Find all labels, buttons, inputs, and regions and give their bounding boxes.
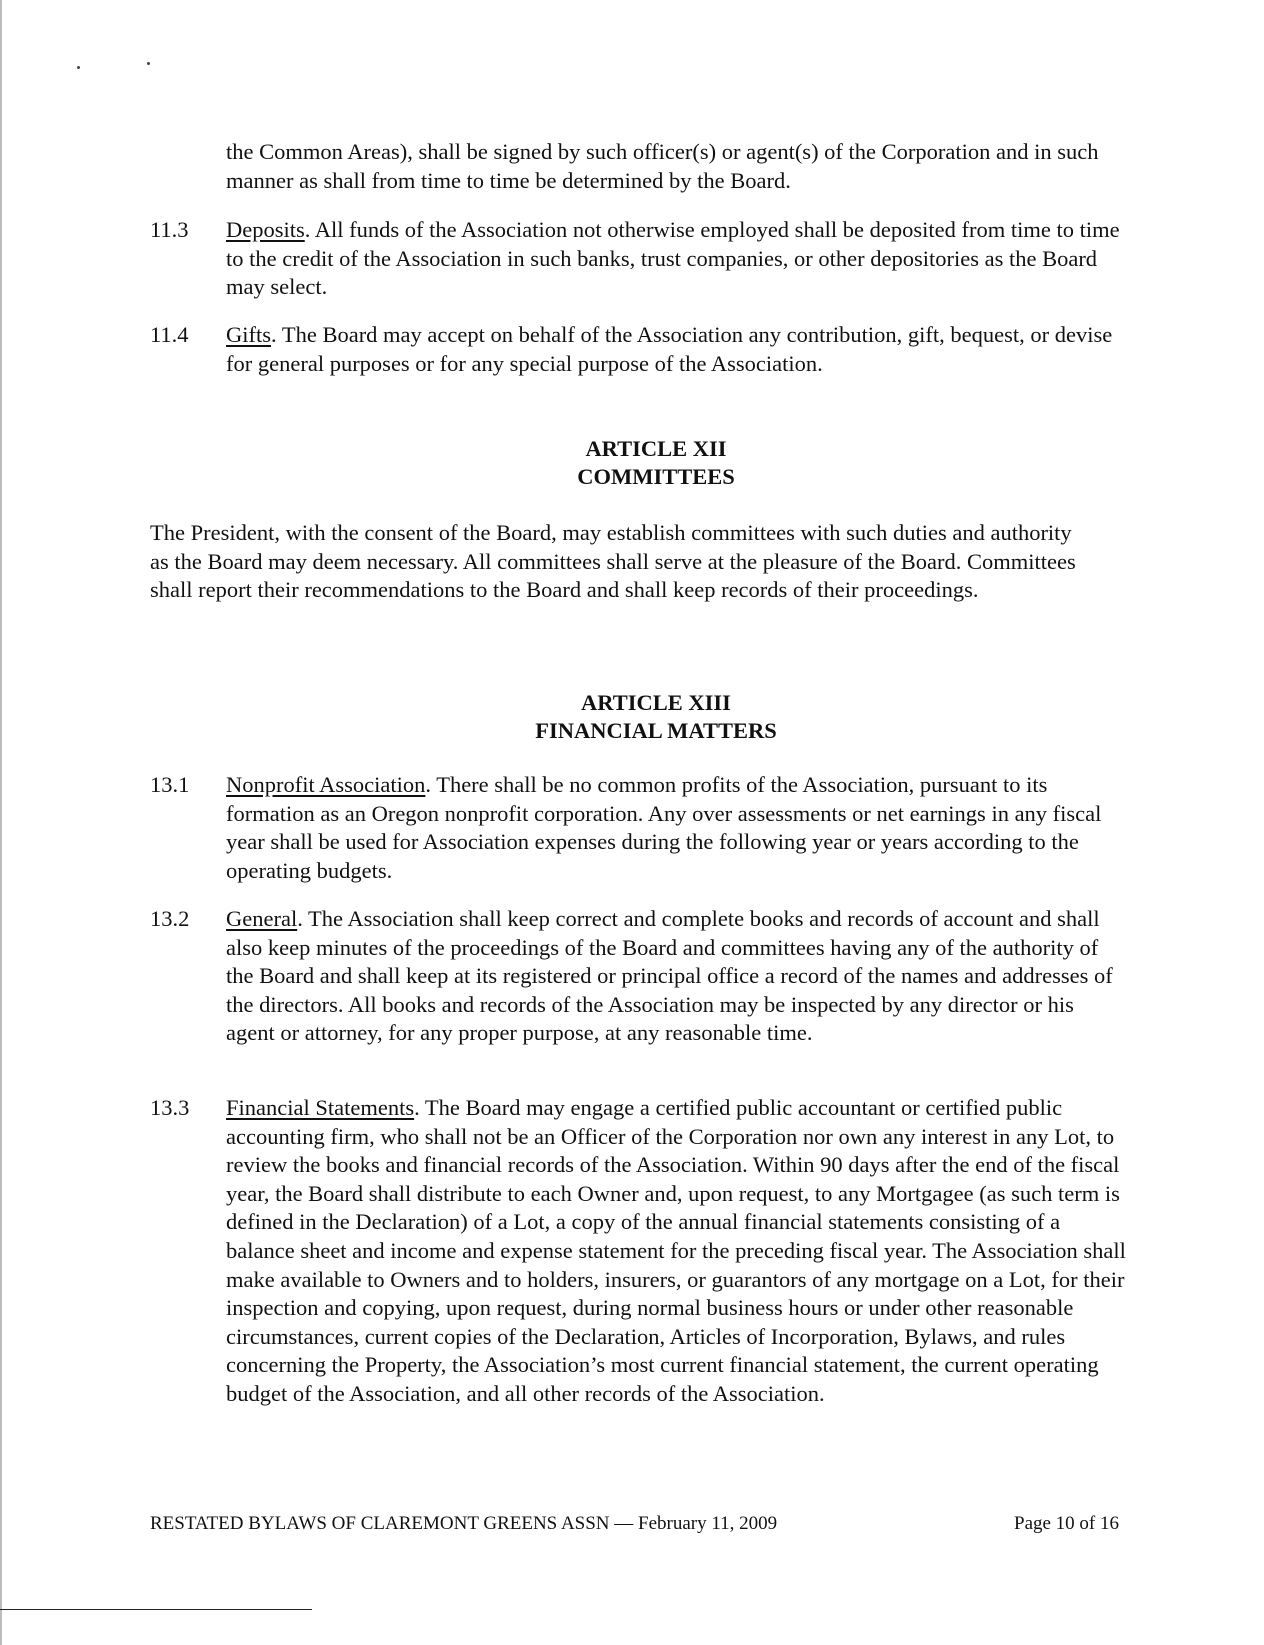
section-number-13-2: 13.2 [150, 906, 190, 931]
section-13-2 [226, 905, 1126, 1048]
section-title-financial-statements: Financial Statements [226, 1095, 415, 1120]
section-title-general: General [226, 906, 298, 931]
scan-edge-line [0, 0, 2, 1645]
article-13-title: FINANCIAL MATTERS [535, 718, 777, 743]
section-text: . There shall be no common profits of the Association, pursuant to its formation as an Oregon nonprofit corporation. Any over assessments or net earnings in any fiscal year shall be used for Association expenses during the following year or years according to the operating budgets. [226, 772, 1102, 883]
section-11-4 [226, 321, 1126, 378]
section-title-nonprofit: Nonprofit Association [226, 772, 426, 797]
scan-speck [77, 66, 80, 69]
section-text: . The Board may engage a certified public accountant or certified public accounting firm, who shall not be an Officer of the Corporation nor own any interest in any Lot, to review the books and financial records of the Association. Within 90 days after the end of the fiscal year, the Board shall distribute to each Owner and, upon request, to any Mortgagee (as such term is defined in the Declaration) of a Lot, a copy of the annual financial statements consisting of a balance sheet and income and expense statement for the preceding fiscal year. The Association shall make available to Owners and to holders, insurers, or guarantors of any mortgage on a Lot, for their inspection and copying, upon request, during normal business hours or under other reasonable circumstances, current copies of the Declaration, Articles of Incorporation, Bylaws, and rules concerning the Property, the Association’s most current financial statement, the current operating budget of the Association, and all other records of the Association. [226, 1095, 1126, 1406]
section-number-11-4: 11.4 [150, 322, 189, 347]
section-title-gifts: Gifts [226, 322, 271, 347]
article-12-title: COMMITTEES [577, 464, 735, 489]
section-text: . The Association shall keep correct and complete books and records of account and shall also keep minutes of the proceedings of the Board and committees having any of the authority of the Board and shall keep at its registered or principal office a record of the names and addresses of the directors. All books and records of the Association may be inspected by any director or his agent or attorney, for any proper purpose, at any reasonable time. [226, 906, 1113, 1046]
section-13-1 [226, 771, 1126, 885]
article-13-label: ARTICLE XIII [581, 690, 731, 715]
section-text: . The Board may accept on behalf of the Association any contribution, gift, bequest, or devise for general purposes or for any special purpose of the Association. [226, 322, 1113, 376]
scan-speck [147, 62, 150, 65]
section-number-11-3: 11.3 [150, 217, 189, 242]
footnote-rule [0, 1609, 312, 1610]
footer-page-number: Page 10 of 16 [1014, 1513, 1120, 1534]
section-number-13-1: 13.1 [150, 772, 190, 797]
footer-title: RESTATED BYLAWS OF CLAREMONT GREENS ASSN — February 11, 2009 [150, 1513, 778, 1534]
article-12-body: The President, with the consent of the Board, may establish committees with such duties and authority as the Board may deem necessary. All committees shall serve at the pleasure of the Board. Committees shall report their recommendations to the Board and shall keep records of their proceedings. [150, 520, 1076, 603]
continuation-paragraph: the Common Areas), shall be signed by such officer(s) or agent(s) of the Corporation and in such manner as shall from time to time be determined by the Board. [226, 139, 1099, 193]
article-12-label: ARTICLE XII [585, 436, 727, 461]
section-title-deposits: Deposits [226, 217, 305, 242]
section-number-13-3: 13.3 [150, 1095, 190, 1120]
section-13-3 [226, 1094, 1126, 1409]
section-11-3 [226, 216, 1126, 302]
section-text: . All funds of the Association not otherwise employed shall be deposited from time to time to the credit of the Association in such banks, trust companies, or other depositories as the Board may select. [226, 217, 1120, 300]
